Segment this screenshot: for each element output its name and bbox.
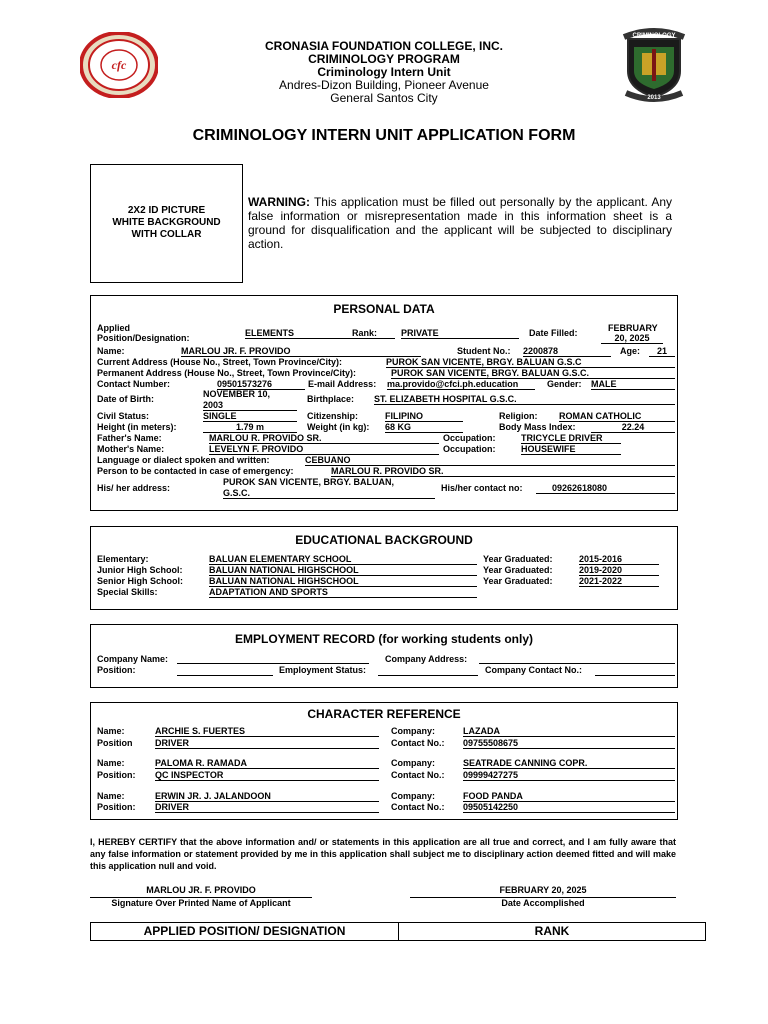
height-value[interactable]: 1.79 m [203, 422, 297, 433]
applied-value[interactable]: ELEMENTS [245, 328, 395, 339]
senior-high-year-label: Year Graduated: [483, 576, 553, 586]
reference-company[interactable]: LAZADA [463, 726, 675, 737]
employment-position-field[interactable] [177, 675, 273, 676]
reference-position-label: Position [97, 738, 133, 748]
name-label: Name: [97, 346, 125, 356]
reference-contact[interactable]: 09999427275 [463, 770, 675, 781]
weight-value[interactable]: 68 KG [385, 422, 463, 433]
dob-value-2[interactable]: 2003 [203, 400, 297, 411]
reference-contact[interactable]: 09505142250 [463, 802, 675, 813]
date-accomplished-value: FEBRUARY 20, 2025 [499, 885, 587, 895]
address-line-1: Andres-Dizon Building, Pioneer Avenue [279, 78, 489, 92]
employment-section [90, 624, 678, 688]
warning-body: This application must be filled out personally by the applicant. Any false information or misrepresentation made in this information sheet is a ground for disqualification and the applicant will be subjected to disciplinary action. [248, 195, 672, 251]
reference-contact-label: Contact No.: [391, 738, 445, 748]
mother-occupation-value[interactable]: HOUSEWIFE [521, 444, 621, 455]
company-address-label: Company Address: [385, 654, 468, 664]
reference-contact-label: Contact No.: [391, 770, 445, 780]
company-contact-field[interactable] [595, 675, 675, 676]
special-skills-value[interactable]: ADAPTATION AND SPORTS [209, 587, 477, 598]
his-her-address-label: His/ her address: [97, 483, 171, 493]
permanent-address-value[interactable]: PUROK SAN VICENTE, BRGY. BALUAN G.S.C. [391, 368, 675, 379]
birthplace-label: Birthplace: [307, 394, 355, 404]
student-no-value[interactable]: 2200878 [523, 346, 611, 357]
character-reference-section [90, 702, 678, 820]
company-name-label: Company Name: [97, 654, 169, 664]
character-reference-title: CHARACTER REFERENCE [307, 707, 461, 721]
name-value[interactable]: MARLOU JR. F. PROVIDO [181, 346, 421, 357]
current-address-label: Current Address (House No., Street, Town Province/City): [97, 357, 343, 367]
gender-label: Gender: [547, 379, 582, 389]
photo-line-2: WHITE BACKGROUND [112, 217, 221, 228]
reference-company[interactable]: FOOD PANDA [463, 791, 675, 802]
reference-name[interactable]: ARCHIE S. FUERTES [155, 726, 379, 737]
mother-name-value[interactable]: LEVELYN F. PROVIDO [209, 444, 439, 455]
rank-value[interactable]: PRIVATE [401, 328, 519, 339]
email-value[interactable]: ma.provido@cfci.ph.education [387, 379, 535, 390]
contact-number-value[interactable]: 09501573276 [217, 379, 305, 390]
emergency-contact-label: Person to be contacted in case of emergency: [97, 466, 294, 476]
height-label: Height (in meters): [97, 422, 177, 432]
language-label: Language or dialect spoken and written: [97, 455, 270, 465]
applied-position-header: APPLIED POSITION/ DESIGNATION [143, 924, 346, 938]
education-title: EDUCATIONAL BACKGROUND [295, 533, 473, 547]
date-filled-label: Date Filled: [529, 328, 578, 338]
current-address-value[interactable]: PUROK SAN VICENTE, BRGY. BALUAN G.S.C [386, 357, 675, 368]
junior-high-label: Junior High School: [97, 565, 183, 575]
senior-high-label: Senior High School: [97, 576, 184, 586]
personal-data-section [90, 295, 678, 511]
father-name-value[interactable]: MARLOU R. PROVIDO SR. [209, 433, 439, 444]
date-filled-line-1: FEBRUARY [608, 323, 658, 333]
date-accomplished-caption: Date Accomplished [501, 898, 585, 908]
special-skills-label: Special Skills: [97, 587, 158, 597]
svg-text:cfc: cfc [111, 58, 127, 72]
photo-line-1: 2X2 ID PICTURE [127, 205, 206, 216]
signature-caption: Signature Over Printed Name of Applicant [111, 898, 291, 908]
father-occupation-value[interactable]: TRICYCLE DRIVER [521, 433, 621, 444]
svg-text:2013: 2013 [647, 95, 661, 101]
reference-position[interactable]: DRIVER [155, 738, 379, 749]
civil-status-value[interactable]: SINGLE [203, 411, 297, 422]
dob-value-1: NOVEMBER 10, [203, 389, 271, 399]
civil-status-label: Civil Status: [97, 411, 150, 421]
mother-name-label: Mother's Name: [97, 444, 165, 454]
company-address-field[interactable] [479, 663, 675, 664]
rank-header: RANK [534, 924, 570, 938]
mother-occupation-label: Occupation: [443, 444, 496, 454]
photo-line-3: WITH COLLAR [131, 229, 202, 240]
date-filled-line-2[interactable]: 20, 2025 [601, 333, 663, 344]
father-occupation-label: Occupation: [443, 433, 496, 443]
svg-text:CRIMINOLOGY: CRIMINOLOGY [632, 33, 676, 39]
program-name: CRIMINOLOGY PROGRAM [308, 52, 460, 66]
his-her-contact-value[interactable]: 09262618080 [536, 483, 675, 494]
reference-name-label: Name: [97, 758, 125, 768]
gender-value[interactable]: MALE [591, 379, 675, 390]
photo-box [90, 164, 243, 283]
reference-position-label: Position: [97, 770, 136, 780]
rank-label: Rank: [352, 328, 378, 338]
emergency-contact-value[interactable]: MARLOU R. PROVIDO SR. [331, 466, 675, 477]
company-contact-label: Company Contact No.: [485, 665, 583, 675]
address-line-2: General Santos City [330, 91, 438, 105]
his-her-contact-label: His/her contact no: [441, 483, 523, 493]
company-name-field[interactable] [177, 663, 369, 664]
elementary-year[interactable]: 2015-2016 [579, 554, 659, 565]
contact-number-label: Contact Number: [97, 379, 171, 389]
warning-label: WARNING: [248, 195, 310, 209]
unit-name: Criminology Intern Unit [317, 65, 451, 79]
applicant-printed-name: MARLOU JR. F. PROVIDO [146, 885, 256, 895]
reference-name-label: Name: [97, 791, 125, 801]
reference-contact[interactable]: 09755508675 [463, 738, 675, 749]
elementary-year-label: Year Graduated: [483, 554, 553, 564]
applied-label-2: Position/Designation: [97, 333, 190, 343]
reference-company[interactable]: SEATRADE CANNING COPR. [463, 758, 675, 769]
weight-label: Weight (in kg): [307, 422, 370, 432]
student-no-label: Student No.: [457, 346, 511, 356]
his-her-address-value-1: PUROK SAN VICENTE, BRGY. BALUAN, [223, 477, 395, 487]
certification-text: I, HEREBY CERTIFY that the above information and/ or statements in this application are all true and correct, and I am fully aware that any false information or statement provided by me in this application shall subject me to disciplinary action deemed fitted and will make this application null and void. [90, 837, 676, 871]
reference-name[interactable]: PALOMA R. RAMADA [155, 758, 379, 769]
reference-position-label: Position: [97, 802, 136, 812]
junior-high-school[interactable]: BALUAN NATIONAL HIGHSCHOOL [209, 565, 477, 576]
permanent-address-label: Permanent Address (House No., Street, Town Province/City): [97, 368, 357, 378]
his-her-address-value-2[interactable]: G.S.C. [223, 488, 435, 499]
age-value[interactable]: 21 [649, 346, 675, 357]
employment-status-label: Employment Status: [279, 665, 367, 675]
language-value[interactable]: CEBUANO [305, 455, 675, 466]
education-section [90, 526, 678, 610]
personal-data-title: PERSONAL DATA [333, 302, 435, 316]
junior-high-year[interactable]: 2019-2020 [579, 565, 659, 576]
father-name-label: Father's Name: [97, 433, 162, 443]
reference-company-label: Company: [391, 758, 436, 768]
senior-high-year[interactable]: 2021-2022 [579, 576, 659, 587]
reference-position[interactable]: DRIVER [155, 802, 379, 813]
elementary-label: Elementary: [97, 554, 149, 564]
form-title: CRIMINOLOGY INTERN UNIT APPLICATION FORM [192, 127, 576, 144]
employment-title: EMPLOYMENT RECORD (for working students only) [234, 632, 533, 646]
applied-label-1: Applied [97, 323, 130, 333]
reference-name[interactable]: ERWIN JR. J. JALANDOON [155, 791, 379, 802]
position-rank-table [90, 922, 706, 941]
employment-position-label: Position: [97, 665, 136, 675]
religion-value[interactable]: ROMAN CATHOLIC [559, 411, 675, 422]
college-name: CRONASIA FOUNDATION COLLEGE, INC. [265, 39, 503, 53]
citizenship-label: Citizenship: [307, 411, 358, 421]
reference-position[interactable]: QC INSPECTOR [155, 770, 379, 781]
reference-name-label: Name: [97, 726, 125, 736]
citizenship-value[interactable]: FILIPINO [385, 411, 463, 422]
warning-text [248, 195, 672, 251]
bmi-label: Body Mass Index: [499, 422, 576, 432]
reference-contact-label: Contact No.: [391, 802, 445, 812]
junior-high-year-label: Year Graduated: [483, 565, 553, 575]
email-label: E-mail Address: [308, 379, 377, 389]
reference-company-label: Company: [391, 726, 436, 736]
elementary-school[interactable]: BALUAN ELEMENTARY SCHOOL [209, 554, 477, 565]
senior-high-school[interactable]: BALUAN NATIONAL HIGHSCHOOL [209, 576, 477, 587]
birthplace-value[interactable]: ST. ELIZABETH HOSPITAL G.S.C. [374, 394, 675, 405]
religion-label: Religion: [499, 411, 538, 421]
dob-label: Date of Birth: [97, 394, 154, 404]
age-label: Age: [620, 346, 640, 356]
bmi-value[interactable]: 22.24 [591, 422, 675, 433]
employment-status-field[interactable] [378, 675, 478, 676]
reference-company-label: Company: [391, 791, 436, 801]
